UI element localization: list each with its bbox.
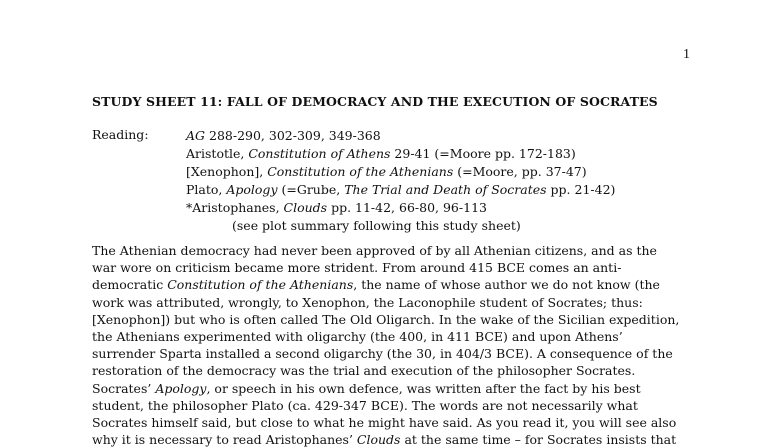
paragraph-line: why it is necessary to read Aristophanes’ Clouds at the same time – for Socrates insists that (92, 432, 677, 448)
reading-item: Aristotle, Constitution of Athens 29-41 (=Moore pp. 172-183) (186, 146, 576, 161)
reading-item: [Xenophon], Constitution of the Athenians (=Moore, pp. 37-47) (186, 164, 587, 179)
reading-label: Reading: (92, 127, 149, 142)
paragraph-line: Socrates himself said, but close to what he might have said. As you read it, you will see also (92, 414, 677, 430)
paragraph-line: student, the philosopher Plato (ca. 429-347 BCE). The words are not necessarily what (92, 397, 638, 413)
reading-item: *Aristophanes, Clouds pp. 11-42, 66-80, 96-113 (186, 200, 487, 215)
paragraph-line: [Xenophon]) but who is often called The Old Oligarch. In the wake of the Sicilian expedition, (92, 311, 680, 327)
paragraph-line: The Athenian democracy had never been approved of by all Athenian citizens, and as the (92, 243, 657, 258)
reading-list (186, 127, 615, 235)
paragraph-line: restoration of the democracy was the trial and execution of the philosopher Socrates. (92, 363, 636, 379)
page-title: STUDY SHEET 11: FALL OF DEMOCRACY AND THE EXECUTION OF SOCRATES (92, 94, 658, 109)
paragraph-line: democratic Constitution of the Athenians, the name of whose author we do not know (the (92, 277, 660, 293)
reading-item: Plato, Apology (=Grube, The Trial and Death of Socrates pp. 21-42) (186, 182, 616, 197)
page-number: 1 (683, 47, 690, 62)
paragraph-line: the Athenians experimented with oligarchy (the 400, in 411 BCE) and upon Athens’ (92, 328, 623, 344)
reading-item: AG 288-290, 302-309, 349-368 (186, 128, 381, 143)
body-paragraph (92, 242, 680, 448)
paragraph-line: war wore on criticism became more strident. From around 415 BCE comes an anti- (92, 260, 622, 276)
reading-note: (see plot summary following this study sheet) (232, 218, 521, 233)
paragraph-line: Socrates’ Apology, or speech in his own defence, was written after the fact by his best (92, 380, 641, 396)
paragraph-line: surrender Sparta installed a second oligarchy (the 30, in 404/3 BCE). A consequence of the (92, 346, 673, 362)
paragraph-line: work was attributed, wrongly, to Xenophon, the Laconophile student of Socrates; thus: (92, 294, 643, 310)
